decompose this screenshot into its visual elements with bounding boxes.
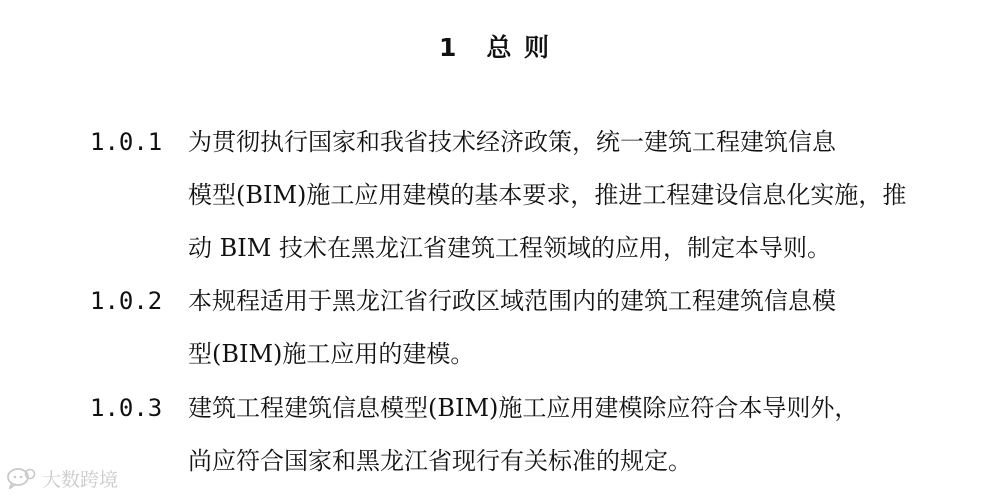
- clause-1-0-3: [90, 382, 920, 488]
- clause-1-0-1: [90, 116, 920, 275]
- clause-line: 为贯彻执行国家和我省技术经济政策，统一建筑工程建筑信息: [188, 128, 836, 156]
- page-title: [0, 28, 1000, 64]
- title-number: 1: [438, 33, 459, 62]
- watermark: [6, 466, 118, 490]
- chat-bubble-logo-icon: [6, 467, 36, 489]
- clause-line: 建筑工程建筑信息模型(BIM)施工应用建模除应符合本导则外，: [188, 394, 859, 422]
- title-text: 总 则: [486, 33, 552, 62]
- clause-line: 型(BIM)施工应用的建模。: [188, 340, 475, 368]
- clause-line: 尚应符合国家和黑龙江省现行有关标准的规定。: [188, 447, 692, 475]
- watermark-text: 大数跨境: [42, 468, 119, 491]
- clause-line: 本规程适用于黑龙江省行政区域范围内的建筑工程建筑信息模: [188, 287, 836, 315]
- clause-line: 模型(BIM)施工应用建模的基本要求，推进工程建设信息化实施，推: [188, 181, 907, 209]
- clause-number: 1.0.2: [90, 287, 163, 315]
- clause-number: 1.0.1: [90, 128, 163, 156]
- clause-line: 动 BIM 技术在黑龙江省建筑工程领域的应用，制定本导则。: [188, 234, 831, 262]
- clause-1-0-2: [90, 275, 920, 381]
- clause-number: 1.0.3: [90, 394, 163, 422]
